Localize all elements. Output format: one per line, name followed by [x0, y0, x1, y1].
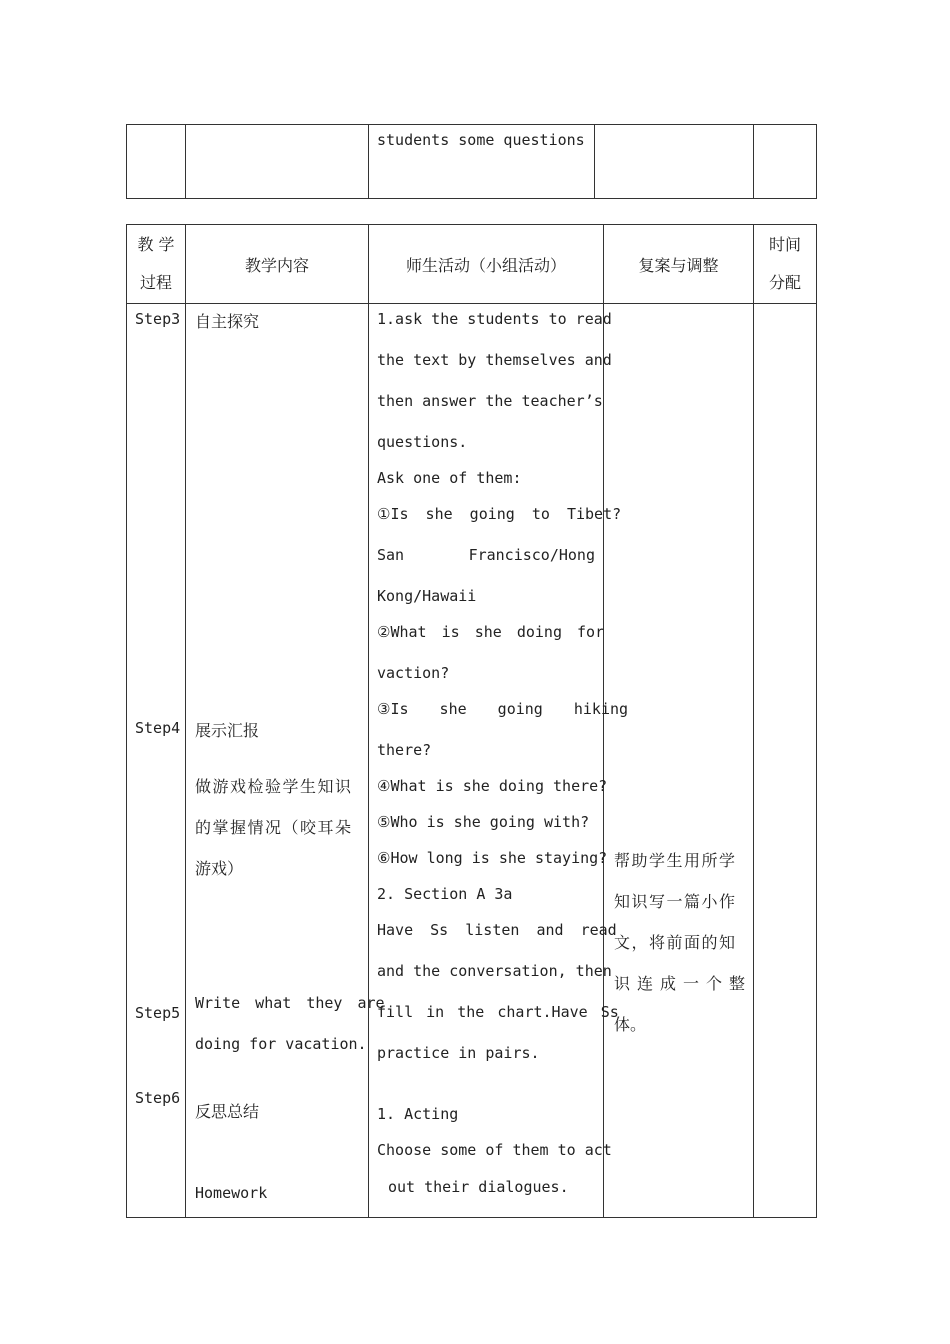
- header-adjust: [604, 225, 754, 304]
- step4-label: Step4: [135, 719, 181, 737]
- activity-line: Choose some of them to act: [377, 1141, 612, 1159]
- content-reflect: 反思总结: [195, 1102, 260, 1121]
- content-column: [186, 304, 385, 1218]
- activity-line: 2. Section A 3a: [377, 885, 513, 903]
- content-game-line3: 游戏）: [195, 859, 244, 878]
- top-cell-adjust: [595, 125, 754, 199]
- header-content-label: 教学内容: [244, 255, 309, 275]
- adjust-line: 文，将前面的知: [614, 933, 737, 952]
- activity-line-sanfrancisco: [377, 546, 595, 564]
- header-adjust-label: 复案与调整: [638, 255, 719, 275]
- activity-line: 1.ask the students to read: [377, 310, 612, 328]
- time-column: [754, 304, 817, 1218]
- top-cell-activity: [369, 125, 595, 199]
- content-write-line2: doing for vacation.: [195, 1035, 367, 1053]
- activity-line: ⑥How long is she staying?: [377, 849, 608, 867]
- header-activity-label: 师生活动（小组活动）: [405, 255, 566, 275]
- adjust-line: 体。: [614, 1015, 647, 1034]
- content-game-line2: 的掌握情况（咬耳朵: [195, 818, 353, 837]
- activity-line: there?: [377, 741, 432, 759]
- activity-line: and the conversation, then: [377, 962, 612, 980]
- content-write-line1: [195, 994, 385, 1012]
- top-table-row: [127, 125, 817, 199]
- activity-line: ③Is she going hiking: [377, 700, 629, 718]
- activity-line: practice in pairs.: [377, 1044, 540, 1062]
- top-table: [126, 124, 817, 199]
- content-game-line1: 做游戏检验学生知识: [195, 777, 353, 796]
- activity-word-francisco: Francisco/Hong: [468, 546, 595, 564]
- header-process: [127, 225, 186, 304]
- activity-line: ①Is she going to Tibet?: [377, 505, 622, 523]
- header-process-line1: 教 学: [137, 235, 175, 254]
- content-report: 展示汇报: [195, 721, 260, 740]
- activity-line: out their dialogues.: [388, 1178, 569, 1196]
- header-time-line1: 时间: [768, 235, 801, 254]
- activity-line: vaction?: [377, 664, 450, 682]
- activity-line: ④What is she doing there?: [377, 777, 608, 795]
- activity-line: Kong/Hawaii: [377, 587, 477, 605]
- activity-line: then answer the teacher’s: [377, 392, 603, 410]
- step3-label: Step3: [135, 310, 181, 328]
- step6-label: Step6: [135, 1089, 181, 1107]
- activity-line: Ask one of them:: [377, 469, 522, 487]
- activity-line: ②What is she doing for: [377, 623, 605, 641]
- activity-line: 1. Acting: [377, 1105, 459, 1123]
- header-content: [186, 225, 369, 304]
- activity-line: the text by themselves and: [377, 351, 612, 369]
- adjust-column: [604, 304, 754, 1218]
- header-activity: [369, 225, 604, 304]
- activity-line: Have Ss listen and read: [377, 921, 617, 939]
- activity-word-san: San: [377, 546, 405, 564]
- content-explore: 自主探究: [195, 312, 260, 331]
- header-time: [754, 225, 817, 304]
- adjust-line: 知识写一篇小作: [614, 892, 737, 911]
- activity-line: ⑤Who is she going with?: [377, 813, 590, 831]
- content-write-text: Write what they are: [195, 994, 385, 1012]
- body-row: [127, 304, 817, 1218]
- header-time-line2: 分配: [768, 273, 801, 292]
- top-activity-text: students some questions: [377, 131, 585, 149]
- top-cell-content: [186, 125, 369, 199]
- activity-line: fill in the chart.Have Ss: [377, 1003, 619, 1021]
- header-row: [127, 225, 817, 304]
- activity-line: questions.: [377, 433, 468, 451]
- lesson-table: [126, 224, 817, 1218]
- activity-column: [369, 304, 629, 1218]
- step-column: [127, 304, 186, 1218]
- adjust-line: 帮助学生用所学: [614, 851, 737, 870]
- content-homework: Homework: [195, 1184, 268, 1202]
- top-cell-process: [127, 125, 186, 199]
- header-process-line2: 过程: [139, 273, 172, 292]
- adjust-line: 识连成一个整: [614, 974, 753, 993]
- step5-label: Step5: [135, 1004, 181, 1022]
- top-cell-time: [754, 125, 817, 199]
